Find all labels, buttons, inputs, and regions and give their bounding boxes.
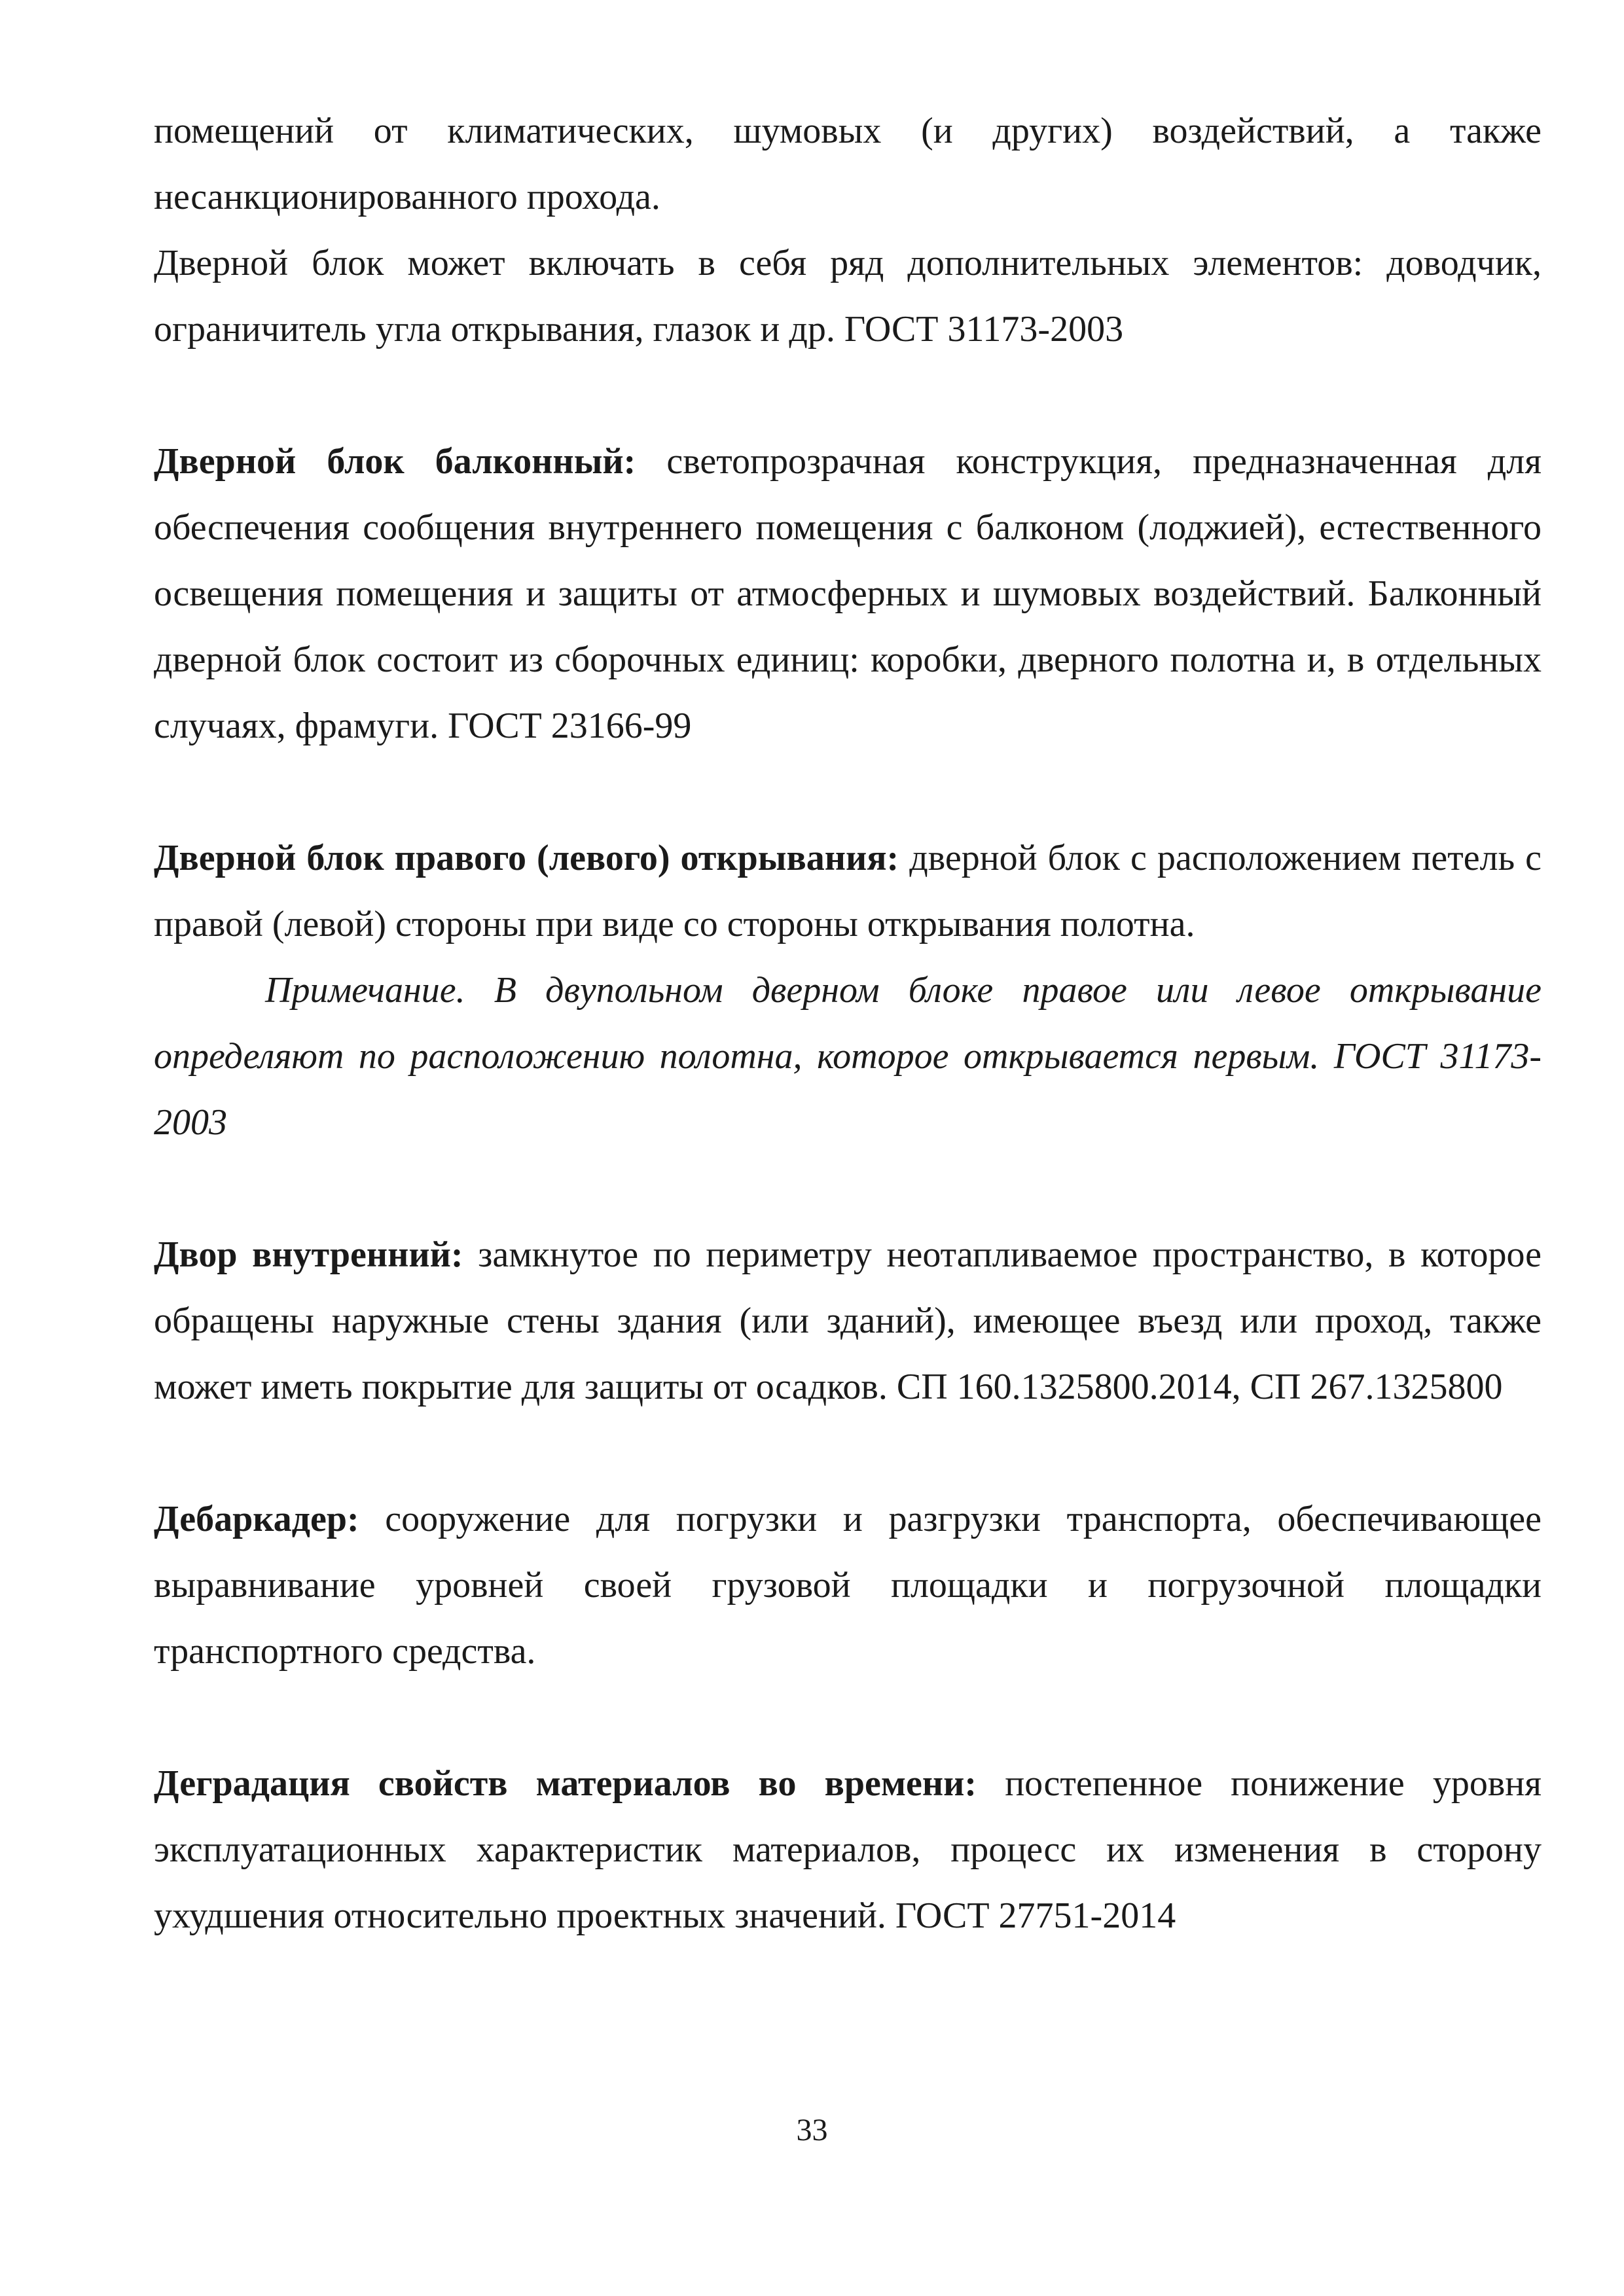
term-label: Дверной блок правого (левого) открывания: [154,838,899,878]
term-label: Дебаркадер: [154,1499,359,1539]
definition-text: светопрозрачная конструкция, предназначенная для обеспечения сообщения внутреннего помещения с балконом (лоджией), естественного освещения помещения и защиты от атмосферных и шумовых воздействий. Балконный дверной блок состоит из сборочных единиц: коробки, дверного полотна и, в отдельных случаях, фрамуги. ГОСТ 23166-99 [154,441,1542,746]
definition-dock [154,1486,1542,1685]
note-text: Примечание. В двупольном дверном блоке правое или левое открывание определяют по расположению полотна, которое открывается первым. ГОСТ 31173-2003 [154,970,1542,1143]
term-label: Двор внутренний: [154,1234,463,1275]
paragraph-continuation [154,98,1542,230]
document-body [154,98,1542,1949]
paragraph-text: Дверной блок может включать в себя ряд дополнительных элементов: доводчик, ограничитель угла открывания, глазок и др. ГОСТ 31173-2003 [154,243,1542,350]
paragraph-gap [154,363,1542,429]
definition-material-degradation [154,1751,1542,1949]
note-paragraph [154,958,1542,1156]
definition-text: замкнутое по периметру неотапливаемое пространство, в которое обращены наружные стены здания (или зданий), имеющее въезд или проход, также может иметь покрытие для защиты от осадков. СП 160.1325800.2014, СП 267.1325800 [154,1234,1542,1407]
paragraph-text: помещений от климатических, шумовых (и других) воздействий, а также несанкционированного прохода. [154,111,1542,217]
definition-text: сооружение для погрузки и разгрузки транспорта, обеспечивающее выравнивание уровней своей грузовой площадки и погрузочной площадки транспортного средства. [154,1499,1542,1672]
definition-text: дверной блок с расположением петель с правой (левой) стороны при виде со стороны открывания полотна. [154,838,1542,944]
paragraph-gap [154,1685,1542,1751]
paragraph-gap [154,1156,1542,1222]
term-label: Деградация свойств материалов во времени: [154,1763,977,1804]
definition-door-block-opening-side [154,825,1542,958]
definition-text: постепенное понижение уровня эксплуатационных характеристик материалов, процесс их изменения в сторону ухудшения относительно проектных значений. ГОСТ 27751-2014 [154,1763,1542,1936]
paragraph-gap [154,759,1542,825]
paragraph-door-block-elements [154,230,1542,363]
page-number: 33 [796,2113,828,2147]
definition-balcony-door-block [154,429,1542,759]
paragraph-gap [154,1420,1542,1486]
term-label: Дверной блок балконный: [154,441,636,482]
definition-inner-courtyard [154,1222,1542,1420]
